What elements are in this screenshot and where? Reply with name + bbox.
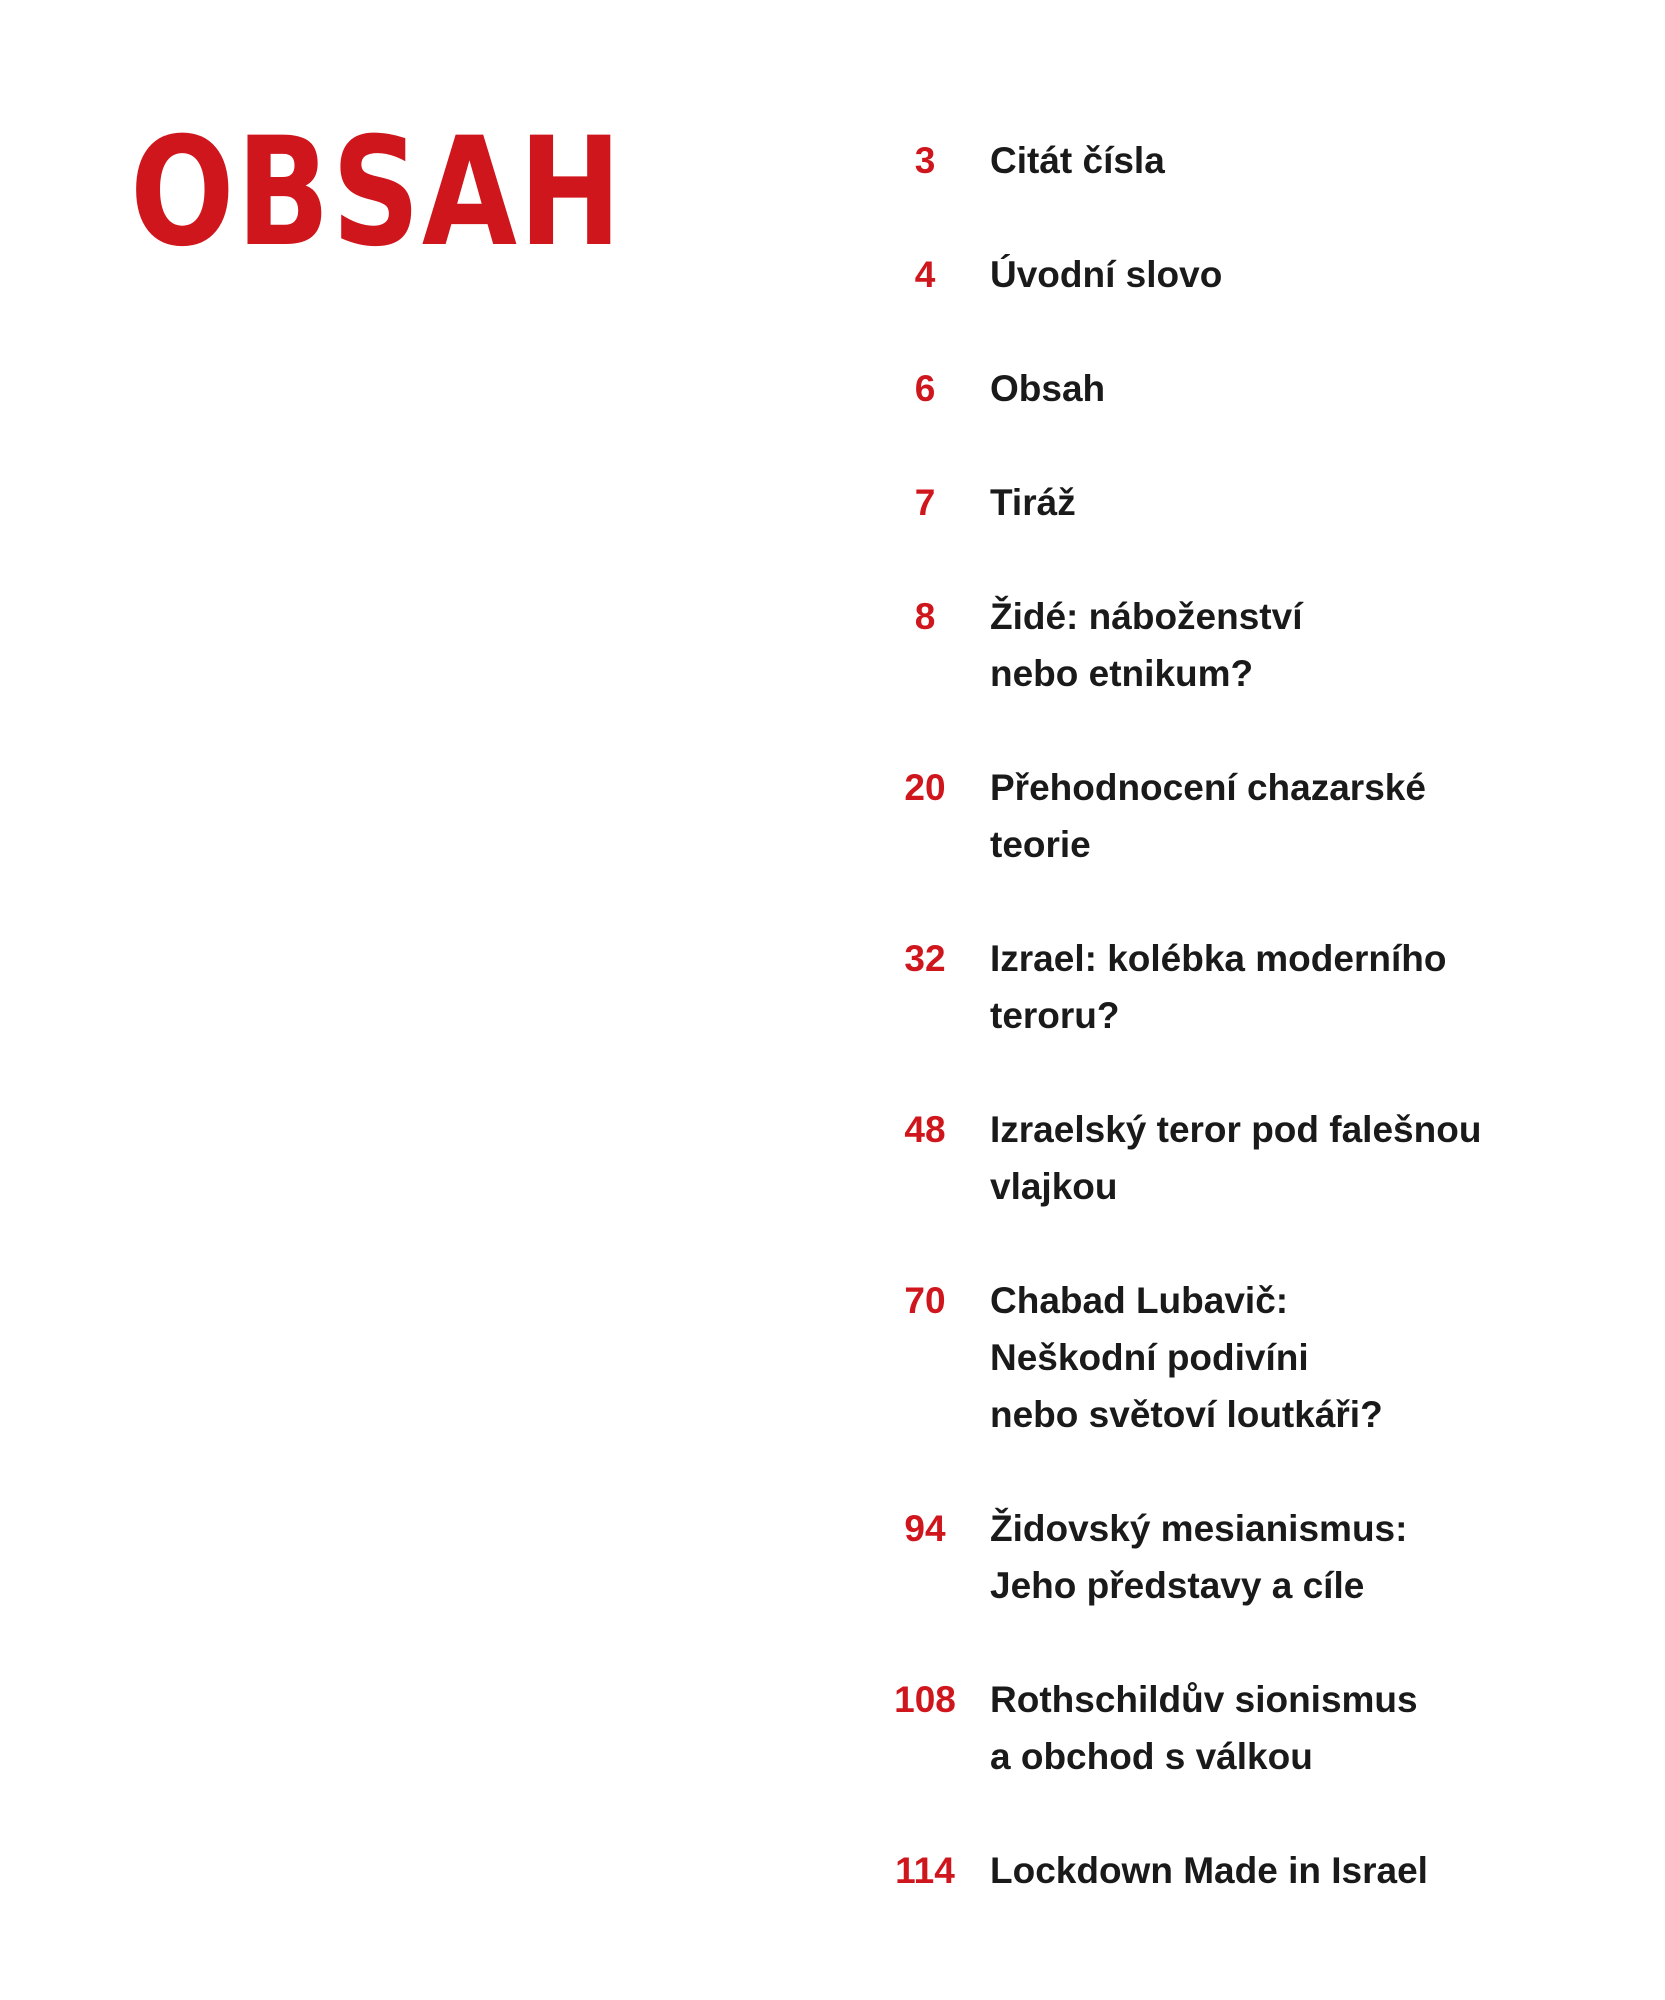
toc-entry bbox=[860, 588, 1620, 702]
toc-entry-title: Izraelský teror pod falešnou vlajkou bbox=[990, 1109, 1482, 1207]
toc-entry-title: Přehodnocení chazarské teorie bbox=[990, 767, 1426, 865]
toc-entry bbox=[860, 930, 1620, 1044]
toc-entry bbox=[860, 474, 1620, 531]
toc-entry-title: Židovský mesianismus: Jeho představy a cíle bbox=[990, 1508, 1408, 1606]
toc-entry-title: Citát čísla bbox=[990, 140, 1165, 181]
page-title: OBSAH bbox=[130, 106, 624, 280]
toc-page-number: 6 bbox=[914, 368, 936, 409]
toc-entry bbox=[860, 1500, 1620, 1614]
toc-page-number: 8 bbox=[914, 596, 936, 637]
toc-entry-title: Lockdown Made in Israel bbox=[990, 1850, 1428, 1891]
toc-entry bbox=[860, 360, 1620, 417]
toc-entry-title: Tiráž bbox=[990, 482, 1076, 523]
toc-page-number: 70 bbox=[904, 1280, 946, 1321]
toc-entry-title: Chabad Lubavič: Neškodní podivíni nebo světoví loutkáři? bbox=[990, 1280, 1383, 1435]
toc-page-number: 114 bbox=[895, 1850, 955, 1891]
toc-entry bbox=[860, 1101, 1620, 1215]
toc-page-number: 108 bbox=[894, 1679, 956, 1720]
table-of-contents bbox=[860, 132, 1620, 1899]
toc-entry-title: Obsah bbox=[990, 368, 1106, 409]
toc-entry-title: Židé: náboženství nebo etnikum? bbox=[990, 596, 1303, 694]
toc-entry-title: Úvodní slovo bbox=[990, 254, 1223, 295]
toc-page-number: 48 bbox=[904, 1109, 946, 1150]
toc-entry bbox=[860, 1842, 1620, 1899]
toc-entry bbox=[860, 1272, 1620, 1443]
toc-page-number: 7 bbox=[914, 482, 936, 523]
toc-entry bbox=[860, 246, 1620, 303]
toc-entry bbox=[860, 132, 1620, 189]
toc-entry-title: Rothschildův sionismus a obchod s válkou bbox=[990, 1679, 1418, 1777]
toc-entry-title: Izrael: kolébka moderního teroru? bbox=[990, 938, 1447, 1036]
toc-page-number: 3 bbox=[914, 140, 936, 181]
toc-page-number: 32 bbox=[904, 938, 946, 979]
toc-page-number: 20 bbox=[904, 767, 946, 808]
toc-page-number: 4 bbox=[914, 254, 936, 295]
toc-page-number: 94 bbox=[904, 1508, 946, 1549]
toc-entry bbox=[860, 1671, 1620, 1785]
toc-entry bbox=[860, 759, 1620, 873]
